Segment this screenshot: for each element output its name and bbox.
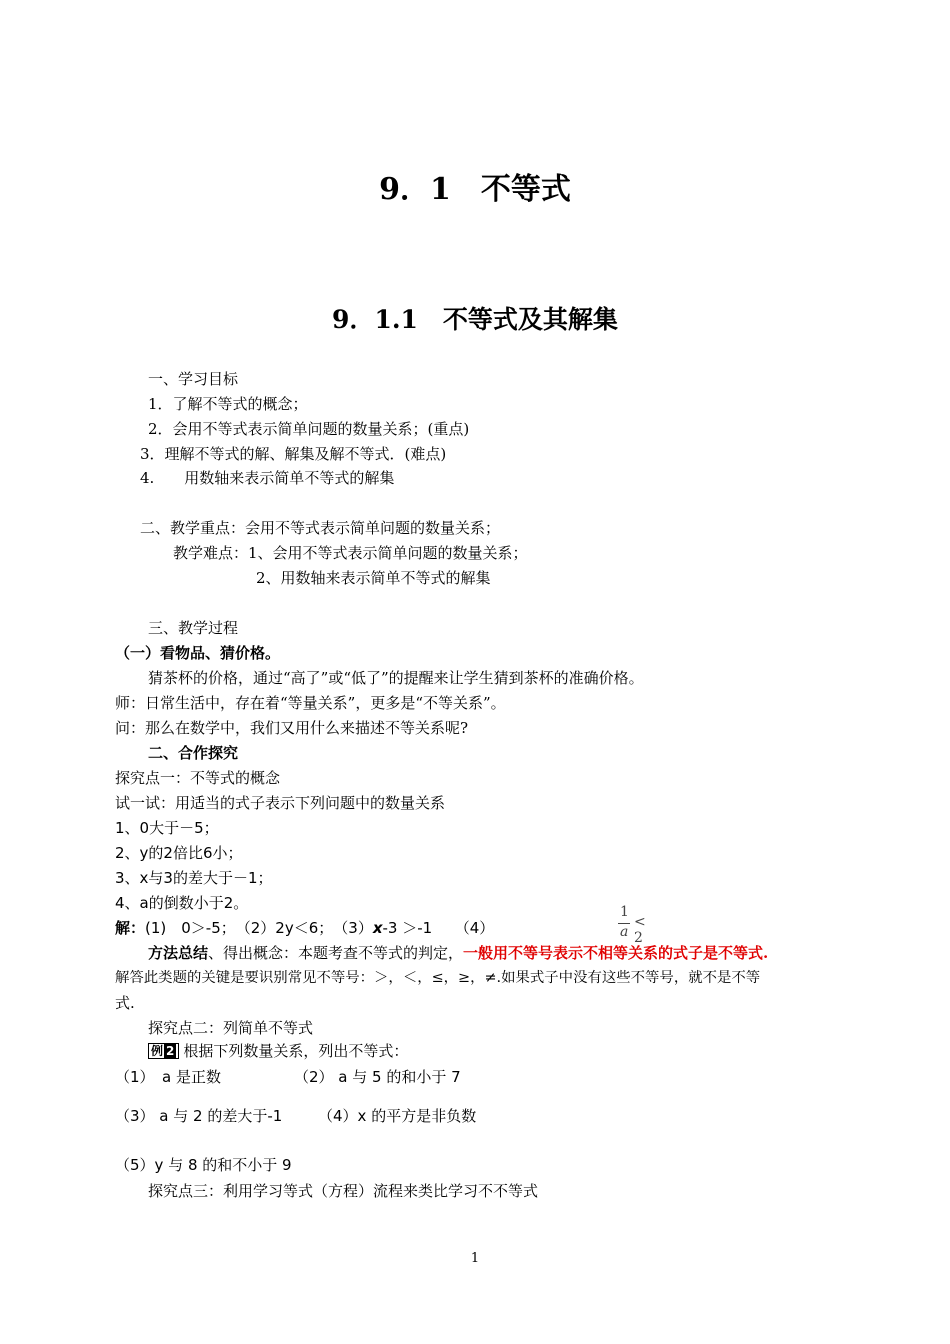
part1-heading: （一）看物品、猜价格。	[115, 644, 281, 662]
question-item: 1、0大于－5；	[115, 819, 219, 837]
fraction-denominator: a	[620, 924, 629, 940]
explore-point-1: 探究点一：不等式的概念	[115, 769, 281, 787]
key-point-line: 二、教学重点：会用不等式表示简单问题的数量关系；	[140, 519, 501, 537]
paragraph: 猜茶杯的价格，通过“高了”或“低了”的提醒来让学生猜到茶杯的准确价格。	[148, 669, 644, 687]
try-it-line: 试一试：用适当的式子表示下列问题中的数量关系	[115, 794, 446, 812]
summary-text: 、得出概念：本题考查不等式的判定，	[208, 944, 464, 962]
page-title: 9．1 不等式	[379, 172, 571, 207]
paragraph: 师：日常生活中，存在着“等量关系”，更多是“不等关系”。	[115, 694, 506, 712]
example-item: （1） a 是正数	[115, 1068, 222, 1086]
objective-item-1: 1．了解不等式的概念；	[148, 395, 308, 413]
answer-part-1: (1) 0＞-5； （2）2y＜6； （3）	[145, 919, 373, 937]
explore-point-2: 探究点二：列简单不等式	[148, 1019, 314, 1037]
question-item: 2、y的2倍比6小；	[115, 844, 243, 862]
difficulty-line: 教学难点：1、会用不等式表示简单问题的数量关系；	[173, 544, 528, 562]
answer-variable: x	[372, 919, 383, 937]
example-item: （5）y 与 8 的和不小于 9	[115, 1156, 292, 1174]
process-heading: 三、教学过程	[148, 619, 239, 637]
paragraph: 问：那么在数学中，我们又用什么来描述不等关系呢?	[115, 719, 469, 737]
example-badge-number: 2	[166, 1044, 175, 1058]
answer-part-2: -3 ＞-1 （4）	[382, 919, 495, 937]
fraction-expression	[618, 904, 658, 944]
summary-highlight: 一般用不等号表示不相等关系的式子是不等式.	[463, 944, 769, 962]
example-item: （2） a 与 5 的和小于 7	[294, 1068, 461, 1086]
example-item: （3） a 与 2 的差大于-1	[115, 1107, 283, 1125]
example-badge-text: 例	[151, 1044, 164, 1058]
objectives-heading: 一、学习目标	[148, 370, 239, 388]
summary-line-3: 式.	[115, 994, 135, 1012]
answer-line	[115, 917, 494, 939]
fraction-numerator: 1	[620, 904, 629, 920]
part2-heading: 二、合作探究	[148, 744, 239, 762]
summary-label: 方法总结	[148, 944, 209, 962]
objective-item-2: 2．会用不等式表示简单问题的数量关系；(重点)	[148, 420, 470, 438]
page-number: 1	[470, 1251, 480, 1266]
example-line	[148, 1040, 408, 1062]
example-text: 根据下列数量关系，列出不等式：	[183, 1042, 409, 1060]
answer-label: 解：	[115, 919, 146, 937]
objective-item-3: 3．理解不等式的解、解集及解不等式．(难点)	[140, 445, 447, 463]
question-item: 3、x与3的差大于－1；	[115, 869, 273, 887]
question-item: 4、a的倒数小于2。	[115, 894, 249, 912]
section-title: 9．1.1 不等式及其解集	[332, 305, 618, 334]
summary-line-2: 解答此类题的关键是要识别常见不等号：＞，＜，≤，≥，≠.如果式子中没有这些不等号，就不是不等	[115, 970, 761, 986]
difficulty-line-2: 2、用数轴来表示简单不等式的解集	[256, 569, 491, 587]
method-summary	[148, 942, 768, 964]
fraction-comparison: < 2	[634, 914, 646, 946]
example-badge	[148, 1043, 179, 1059]
objective-item-4: 4. 用数轴来表示简单不等式的解集	[140, 469, 395, 487]
explore-point-3: 探究点三：利用学习等式（方程）流程来类比学习不不等式	[148, 1182, 539, 1200]
example-item: （4）x 的平方是非负数	[318, 1107, 477, 1125]
